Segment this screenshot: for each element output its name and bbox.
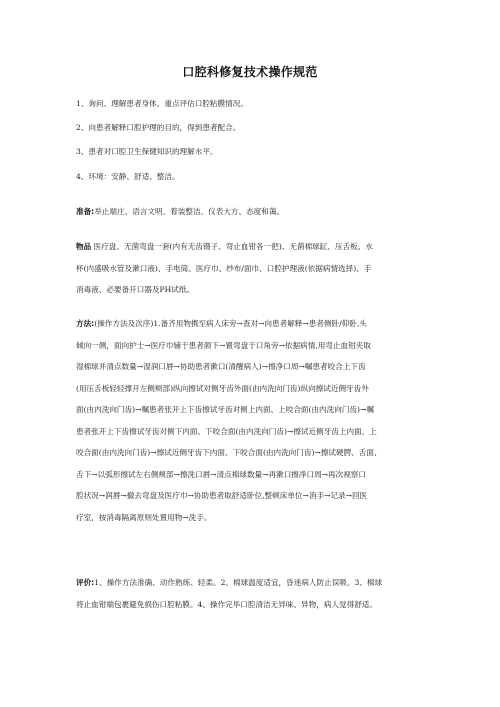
- supplies-paragraph: [76, 241, 426, 306]
- supplies-line: 物品 医疗盘、无菌弯盘一套(内有无齿镊子、弯止血钳各一把)、无菌棉球缸、压舌板、水: [76, 242, 373, 251]
- evaluation-line: 将止血钳端包裹避免损伤口腔粘膜。4、操作完毕口腔清洁无异味、异物，病人觉得舒适。: [76, 599, 377, 609]
- method-line: 方法:(操作方法及次序)1.备齐用物携至病人床旁→查对→向患者解释→患者侧卧/仰卧,头: [76, 319, 367, 328]
- method-line: 湿棉球并清点数量→湿润口唇→协助患者漱口(清醒病人)→擦净口周→嘱患者咬合上下齿: [76, 362, 366, 371]
- method-paragraph: [76, 318, 426, 533]
- method-line: 面(由内洗向门齿)→嘱患者张开上下齿擦试牙齿对侧上内面、上咬合面(由内洗向门齿)→嘱: [76, 405, 374, 414]
- supplies-line: 消毒液、必要备开口器及PH试纸。: [76, 285, 195, 294]
- list-item: 3、患者对口腔卫生保健知识的理解水平。: [76, 147, 218, 156]
- supplies-line: 杯(内盛吸水管及漱口液)、手电筒、医疗巾、纱布/面巾、口腔护理液(依据病情选择)、手: [76, 263, 372, 273]
- method-line: (用压舌板轻轻撑开左侧颊部)纵向擦试对侧牙齿外面(由内洗向门齿)纵向擦试近侧牙齿外: [76, 383, 369, 393]
- method-line: 舌下→以弧形擦试左右侧颊部→擦洗口唇→清点棉球数量→再漱口擦净口周→再次视察口: [76, 469, 366, 479]
- method-line: 倾向一侧，面向护士→医疗巾铺于患者颌下→置弯盘于口角旁→依据病情,用弯止血钳夹取: [76, 340, 371, 350]
- list-item: 1、询问、理解患者身体。重点评估口腔粘膜情况。: [76, 99, 248, 108]
- method-line: 腔状况→润唇→撤去弯盘及医疗巾→协助患者取舒适卧位,整顿床单位→消手→记录→回医: [76, 491, 368, 500]
- method-label: 方法:: [76, 319, 95, 328]
- supplies-label: 物品: [76, 242, 92, 251]
- method-line: 咬合面(由内洗向门齿)→擦试近侧牙齿下内面、下咬合面(由内洗向门齿)→擦试硬腭、舌面、: [76, 448, 382, 457]
- preparation-text: 举止端庄、语言文明、着装整洁、仪表大方、态度和蔼。: [94, 207, 285, 216]
- preparation-paragraph: [76, 206, 284, 217]
- evaluation-line: 评价:1、操作方法准确、动作熟练、轻柔。2、棉球温度适宜，昏迷病人防止误吸。3、棉球: [76, 578, 383, 587]
- document-title: 口腔科修复技术操作规范: [182, 65, 318, 79]
- list-item: 2、向患者解释口腔护理的目的，得到患者配合。: [76, 123, 241, 132]
- method-line: 患者张开上下齿擦试牙齿对侧下内面、下咬合面(由内洗向门齿)→擦试近侧牙齿上内面、上: [76, 426, 377, 436]
- method-line: 疗室，按消毒隔离原则处置用物→洗手。: [76, 512, 212, 522]
- evaluation-label: 评价:: [76, 578, 95, 587]
- list-item: 4、环境：安静、舒适、整洁。: [76, 172, 180, 181]
- preparation-label: 准备:: [76, 207, 95, 216]
- evaluation-paragraph: [76, 577, 426, 620]
